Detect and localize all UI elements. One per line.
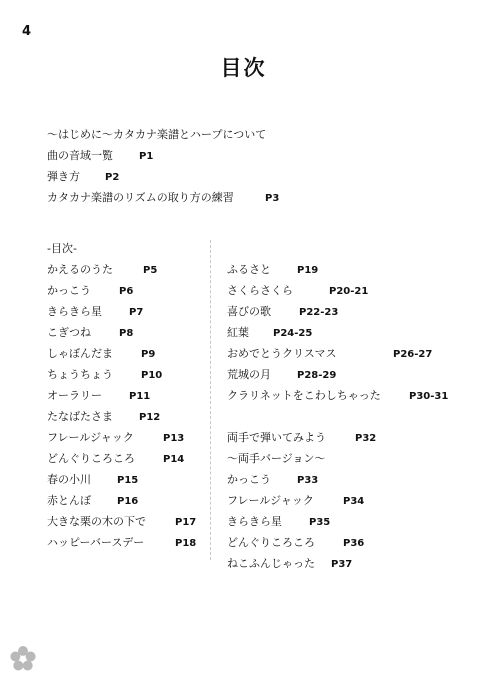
toc-item-page: P34 <box>343 496 365 507</box>
toc-item-title: ふるさと <box>227 263 271 276</box>
toc-item <box>227 511 448 532</box>
toc-item-page: P17 <box>175 517 197 528</box>
toc-item-page: P20-21 <box>329 286 369 297</box>
intro-item-text: 曲の音域一覧 <box>47 149 113 162</box>
intro-item-page: P2 <box>105 172 120 183</box>
toc-item-page: P28-29 <box>297 370 337 381</box>
toc-item <box>227 364 448 385</box>
toc-item-page: P7 <box>129 307 144 318</box>
intro-item-text: 弾き方 <box>47 170 80 183</box>
toc-item <box>47 490 196 511</box>
toc-item-title: しゃぼんだま <box>47 347 113 360</box>
toc-item-title: ハッピーバースデー <box>47 536 145 549</box>
column-divider <box>210 240 211 560</box>
toc-item-title: かっこう <box>47 284 91 297</box>
toc-item <box>227 301 448 322</box>
toc-item <box>47 259 196 280</box>
toc-item-title: クラリネットをこわしちゃった <box>227 389 381 402</box>
toc-item <box>47 511 196 532</box>
intro-item-text: カタカナ楽譜のリズムの取り方の練習 <box>47 191 234 204</box>
toc-item-page: P12 <box>139 412 161 423</box>
toc-item-page: P33 <box>297 475 319 486</box>
toc-item-title: フレールジャック <box>227 494 314 507</box>
toc-item-page: P11 <box>129 391 151 402</box>
toc-item-page: P35 <box>309 517 331 528</box>
toc-item-title: ちょうちょう <box>47 368 113 381</box>
toc-item <box>47 385 196 406</box>
toc-item-title: 荒城の月 <box>227 368 271 381</box>
toc-item-title: かっこう <box>227 473 271 486</box>
toc-heading-text: -目次- <box>47 242 77 255</box>
toc-item <box>227 469 448 490</box>
toc-item-page: P36 <box>343 538 365 549</box>
toc-item <box>227 490 448 511</box>
toc-item-title: 紅葉 <box>227 326 249 339</box>
toc-item <box>227 343 448 364</box>
toc-item <box>47 301 196 322</box>
toc-item-title: ねこふんじゃった <box>227 557 315 570</box>
toc-item-title: こぎつね <box>47 326 91 339</box>
toc-item-page: P5 <box>143 265 158 276</box>
toc-item-page: P13 <box>163 433 185 444</box>
toc-item-title: 両手で弾いてみよう <box>227 431 326 444</box>
intro-item-page: P3 <box>265 193 280 204</box>
toc-item-page: P24-25 <box>273 328 313 339</box>
toc-item-page: P10 <box>141 370 163 381</box>
toc-item-page: P16 <box>117 496 139 507</box>
toc-item <box>227 322 448 343</box>
toc-item-page: P22-23 <box>299 307 339 318</box>
toc-item-title: 〜両手バージョン〜 <box>227 452 326 465</box>
toc-item-title: どんぐりころころ <box>47 452 135 465</box>
intro-item <box>47 166 307 187</box>
toc-item <box>47 364 196 385</box>
toc-item <box>47 322 196 343</box>
right-column <box>227 259 448 574</box>
intro-item <box>47 145 307 166</box>
toc-item-title: さくらさくら <box>227 284 293 297</box>
toc-item-title: 喜びの歌 <box>227 305 271 318</box>
toc-item-page: P37 <box>331 559 353 570</box>
toc-item-page: P32 <box>355 433 377 444</box>
toc-item <box>227 427 448 448</box>
toc-item <box>227 385 448 406</box>
toc-item-title: フレールジャック <box>47 431 134 444</box>
toc-item <box>227 448 448 469</box>
intro-section <box>47 124 307 208</box>
toc-item-title: オーラリー <box>47 389 102 402</box>
page-number: 4 <box>22 24 32 39</box>
toc-item-page: P18 <box>175 538 197 549</box>
toc-item-title: どんぐりころころ <box>227 536 315 549</box>
toc-item <box>227 532 448 553</box>
toc-item-title: かえるのうた <box>47 263 113 276</box>
toc-item-page: P9 <box>141 349 156 360</box>
toc-item-title: 大きな栗の木の下で <box>47 515 146 528</box>
toc-item <box>227 259 448 280</box>
toc-heading <box>47 238 196 259</box>
toc-item-page: P15 <box>117 475 139 486</box>
intro-item <box>47 187 307 208</box>
toc-item <box>227 553 448 574</box>
toc-item <box>47 343 196 364</box>
toc-item-page: P6 <box>119 286 134 297</box>
toc-item <box>47 469 196 490</box>
toc-item <box>47 448 196 469</box>
toc-item <box>47 532 196 553</box>
toc-item-title: 赤とんぼ <box>47 494 91 507</box>
intro-item-text: 〜はじめに〜カタカナ楽譜とハープについて <box>47 128 267 141</box>
flower-logo-icon <box>6 642 40 676</box>
toc-item-page: P26-27 <box>393 349 433 360</box>
intro-item-page: P1 <box>139 151 154 162</box>
toc-item-page: P19 <box>297 265 319 276</box>
page-title: 目次 <box>220 56 267 80</box>
left-column <box>47 238 196 553</box>
toc-item <box>47 280 196 301</box>
intro-item <box>47 124 307 145</box>
toc-item-title: きらきら星 <box>47 305 102 318</box>
toc-item <box>47 427 196 448</box>
toc-item-title: きらきら星 <box>227 515 282 528</box>
toc-item-title: たなばたさま <box>47 410 113 423</box>
toc-item <box>47 406 196 427</box>
toc-item-page: P8 <box>119 328 134 339</box>
toc-item <box>227 280 448 301</box>
toc-item-title: 春の小川 <box>47 473 91 486</box>
toc-item-page: P14 <box>163 454 185 465</box>
toc-item-title: おめでとうクリスマス <box>227 347 337 360</box>
toc-item-page: P30-31 <box>409 391 449 402</box>
